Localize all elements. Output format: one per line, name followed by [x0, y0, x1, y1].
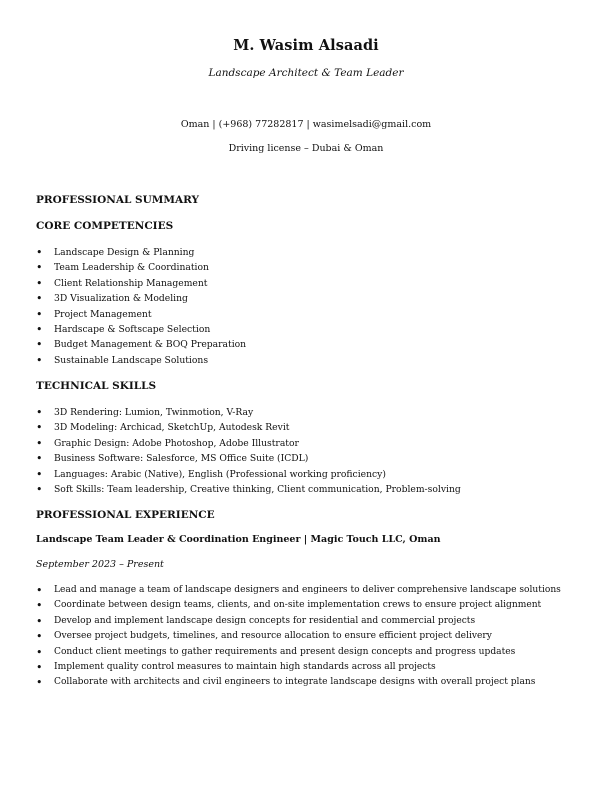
list-item: • Team Leadership & Coordination: [36, 260, 246, 275]
list-item: • 3D Rendering: Lumion, Twinmotion, V-Ray: [36, 405, 461, 420]
list-item: • Conduct client meetings to gather requirements and present design concepts and progress updates: [36, 645, 561, 660]
list-item: • Landscape Design & Planning: [36, 245, 246, 260]
list-item: • Collaborate with architects and civil engineers to integrate landscape designs with overall project plans: [36, 675, 561, 690]
professional-experience-heading: PROFESSIONAL EXPERIENCE: [36, 509, 215, 521]
candidate-title: Landscape Architect & Team Leader: [208, 67, 404, 79]
job-dates: September 2023 – Present: [36, 559, 164, 570]
contact-line: Oman | (+968) 77282817 | wasimelsadi@gmail.com: [180, 119, 432, 130]
list-item: • Implement quality control measures to maintain high standards across all projects: [36, 660, 561, 675]
list-item: • Oversee project budgets, timelines, and resource allocation to ensure efficient project delivery: [36, 629, 561, 644]
list-item: • Coordinate between design teams, clients, and on-site implementation crews to ensure project alignment: [36, 598, 561, 613]
list-item: • Project Management: [36, 307, 246, 322]
job-title: Landscape Team Leader & Coordination Engineer | Magic Touch LLC, Oman: [36, 534, 441, 545]
list-item: • Sustainable Landscape Solutions: [36, 353, 246, 368]
driving-license-line: Driving license – Dubai & Oman: [228, 143, 384, 154]
candidate-name: M. Wasim Alsaadi: [233, 37, 379, 54]
list-item: • Soft Skills: Team leadership, Creative thinking, Client communication, Problem-solving: [36, 482, 461, 497]
list-item: • Graphic Design: Adobe Photoshop, Adobe Illustrator: [36, 436, 461, 451]
core-competencies-list: [36, 245, 246, 368]
list-item: • Lead and manage a team of landscape designers and engineers to deliver comprehensive landscape solutions: [36, 583, 561, 598]
list-item: • 3D Visualization & Modeling: [36, 291, 246, 306]
list-item: • 3D Modeling: Archicad, SketchUp, Autodesk Revit: [36, 420, 461, 435]
list-item: • Languages: Arabic (Native), English (Professional working proficiency): [36, 467, 461, 482]
experience-bullets: [36, 583, 561, 691]
core-competencies-heading: CORE COMPETENCIES: [36, 220, 174, 232]
list-item: • Client Relationship Management: [36, 276, 246, 291]
list-item: • Budget Management & BOQ Preparation: [36, 337, 246, 352]
list-item: • Develop and implement landscape design concepts for residential and commercial projects: [36, 614, 561, 629]
list-item: • Business Software: Salesforce, MS Office Suite (ICDL): [36, 451, 461, 466]
technical-skills-heading: TECHNICAL SKILLS: [36, 380, 157, 392]
list-item: • Hardscape & Softscape Selection: [36, 322, 246, 337]
professional-summary-heading: PROFESSIONAL SUMMARY: [36, 194, 200, 206]
technical-skills-list: [36, 405, 461, 497]
